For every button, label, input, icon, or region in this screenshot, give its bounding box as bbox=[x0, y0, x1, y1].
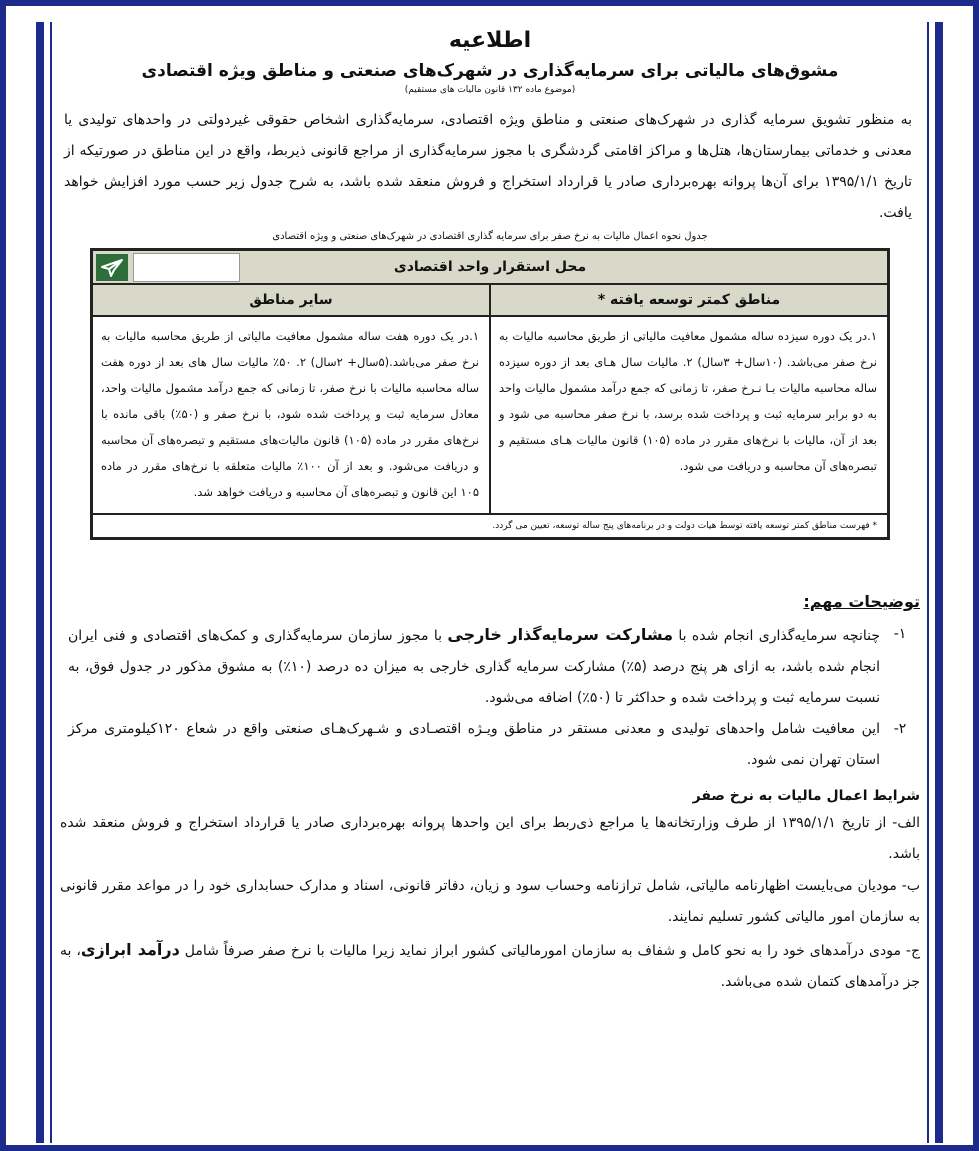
note-text bbox=[60, 714, 880, 776]
note-text-part: این معافیت شامل واحدهای تولیدی و معدنی مستقر در مناطق ویـژه اقتصـادی و شـهرک‌هـای صنعتی واقع در شعاع ۱۲۰کیلومتری مرکز استان تهران نمی شود. bbox=[68, 721, 881, 768]
paper-plane-icon bbox=[100, 258, 124, 278]
table-column-headers bbox=[93, 285, 887, 317]
page-title: اطلاعیه bbox=[448, 28, 532, 53]
note-item bbox=[60, 714, 920, 776]
table-body-row bbox=[93, 317, 887, 515]
table-footnote: * فهرست مناطق کمتر توسعه یافته توسط هیات دولت و در برنامه‌های پنج ساله توسعه، تعیین می گردد. bbox=[492, 521, 877, 531]
notes-title: توضیحات مهم: bbox=[803, 592, 920, 611]
conditions-title: شرایط اعمال مالیات به نرخ صفر bbox=[692, 788, 920, 804]
condition-c-text: ج- مودی درآمدهای خود را به نحو کامل و شفاف به سازمان امورمالیاتی کشور ابراز نماید زیرا مالیات با نرخ صفر صرفاً شامل bbox=[179, 943, 920, 959]
announcement-page bbox=[60, 18, 920, 999]
note-text-part: چنانچه سرمایه‌گذاری انجام شده با bbox=[673, 628, 880, 644]
condition-a: الف- از تاریخ ۱۳۹۵/۱/۱ از طرف وزارتخانه‌ها یا مراجع ذی‌ربط برای این واحدها پروانه بهره‌برداری صادر یا قرارداد استخراج و فروش منعقد شده باشد. bbox=[60, 815, 921, 862]
frame-line-left bbox=[50, 22, 52, 1143]
frame-bar-left bbox=[36, 22, 44, 1143]
note-bold-phrase: مشارکت سرمایه‌گذار خارجی bbox=[447, 625, 674, 644]
note-number: ۱- bbox=[893, 626, 907, 642]
table-caption: جدول نحوه اعمال مالیات به نرخ صفر برای سرمایه گذاری اقتصادی در شهرک‌های صنعتی و ویژه اقتصادی bbox=[272, 231, 708, 242]
condition-b: ب- مودیان می‌بایست اظهارنامه مالیاتی، شامل ترازنامه وحساب سود و زیان، دفاتر قانونی، اسناد و مدارک حسابداری خود را در مواعد مقرر قانونی به سازمان امور مالیاتی کشور تسلیم نمایند. bbox=[60, 878, 920, 925]
intro-paragraph: به منظور تشویق سرمایه گذاری در شهرک‌های صنعتی و مناطق ویژه اقتصادی، سرمایه‌گذاری اشخاص حقوقی غیردولتی در واحدهای تولیدی یا معدنی و خدماتی بیمارستان‌ها، هتل‌ها و مراکز اقامتی گردشگری با مجوز سرمایه‌گذاری از مراجع قانونی ذیربط، واقع در این مناطق در صورتیکه از تاریخ ۱۳۹۵/۱/۱ برای آن‌ها پروانه بهره‌برداری صادر یا قرارداد استخراج و فروش منعقد شده باشد، به شرح جدول زیر حسب مورد افزایش خواهد یافت. bbox=[64, 112, 912, 221]
page-subtitle: مشوق‌های مالیاتی برای سرمایه‌گذاری در شهرک‌های صنعتی و مناطق ویژه اقتصادی bbox=[141, 61, 839, 81]
col-header-other-regions: سایر مناطق bbox=[249, 292, 333, 308]
blank-overlay-box bbox=[133, 253, 240, 282]
cell-less-developed: ۱.در یک دوره سیزده ساله مشمول معافیت مالیاتی از طریق محاسبه مالیات به نرخ صفر می‌باشد. (۱۰سال+ ۳سال) ۲. مالیات سال هـای بعد از دوره سیزده ساله محاسبه مالیات بـا نـرخ صفر، تا زمانی که جمع درآمد مشمول مالیات واحد به دو برابر سرمایه ثبت و پرداخت شده برسد، با نرخ صفر محاسبه می شود و بعد از آن، مالیات با نرخ‌های مقرر در ماده (۱۰۵) قانون مالیات هـای مستقیم و تبصره‌های آن محاسبه و دریافت می شود. bbox=[489, 317, 887, 513]
condition-c bbox=[60, 934, 920, 998]
condition-c-text-end: ، به جز درآمدهای کتمان شده می‌باشد. bbox=[60, 943, 920, 990]
note-number: ۲- bbox=[893, 721, 907, 737]
table-header-row bbox=[93, 251, 887, 285]
note-text bbox=[60, 619, 880, 714]
table-header-label: محل استقرار واحد اقتصادی bbox=[393, 259, 587, 275]
frame-line-right bbox=[927, 22, 929, 1143]
cell-other-regions: ۱.در یک دوره هفت ساله مشمول معافیت مالیاتی از طریق محاسبه مالیات به نرخ صفر می‌باشد.(۵سال+ ۲سال) ۲. ۵۰٪ مالیات سال های بعد از دوره هفت ساله محاسبه مالیات با نرخ صفر، تا زمانی که جمع درآمد مشمول مالیات واحد، معادل سرمایه ثبت و پرداخت شده شود، با نرخ صفر و (۵۰٪) باقی مانده با نرخ‌های مقرر در ماده (۱۰۵) قانون مالیات‌های مستقیم و تبصره‌های آن محاسبه و دریافت می‌شود. و بعد از آن ۱۰۰٪ مالیات متعلقه با نرخ‌های مقرر در ماده ۱۰۵ این قانون و تبصره‌های آن محاسبه و دریافت خواهد شد. bbox=[101, 329, 480, 499]
note-text-part: با مجوز سازمان سرمایه‌گذاری و کمک‌های اقتصادی و فنی ایران انجام شده باشد، به ازای هر پنج درصد (۵٪) مشارکت سرمایه گذاری خارجی به میزان ده درصد (۱۰٪) به مشوق مذکور در جدول فوق، به نسبت سرمایه ثبت و پرداخت شده و حداکثر تا (۵۰٪) اضافه می‌شود. bbox=[68, 628, 880, 706]
col-header-less-developed: مناطق کمتر توسعه یافته * bbox=[489, 285, 887, 315]
incentive-table bbox=[90, 248, 890, 540]
law-reference: (موضوع ماده ۱۳۲ قانون مالیات های مستقیم) bbox=[404, 85, 576, 95]
share-button[interactable] bbox=[96, 254, 128, 281]
frame-bar-right bbox=[935, 22, 943, 1143]
note-item bbox=[60, 619, 920, 714]
condition-c-bold: درآمد ابرازی bbox=[80, 940, 180, 959]
